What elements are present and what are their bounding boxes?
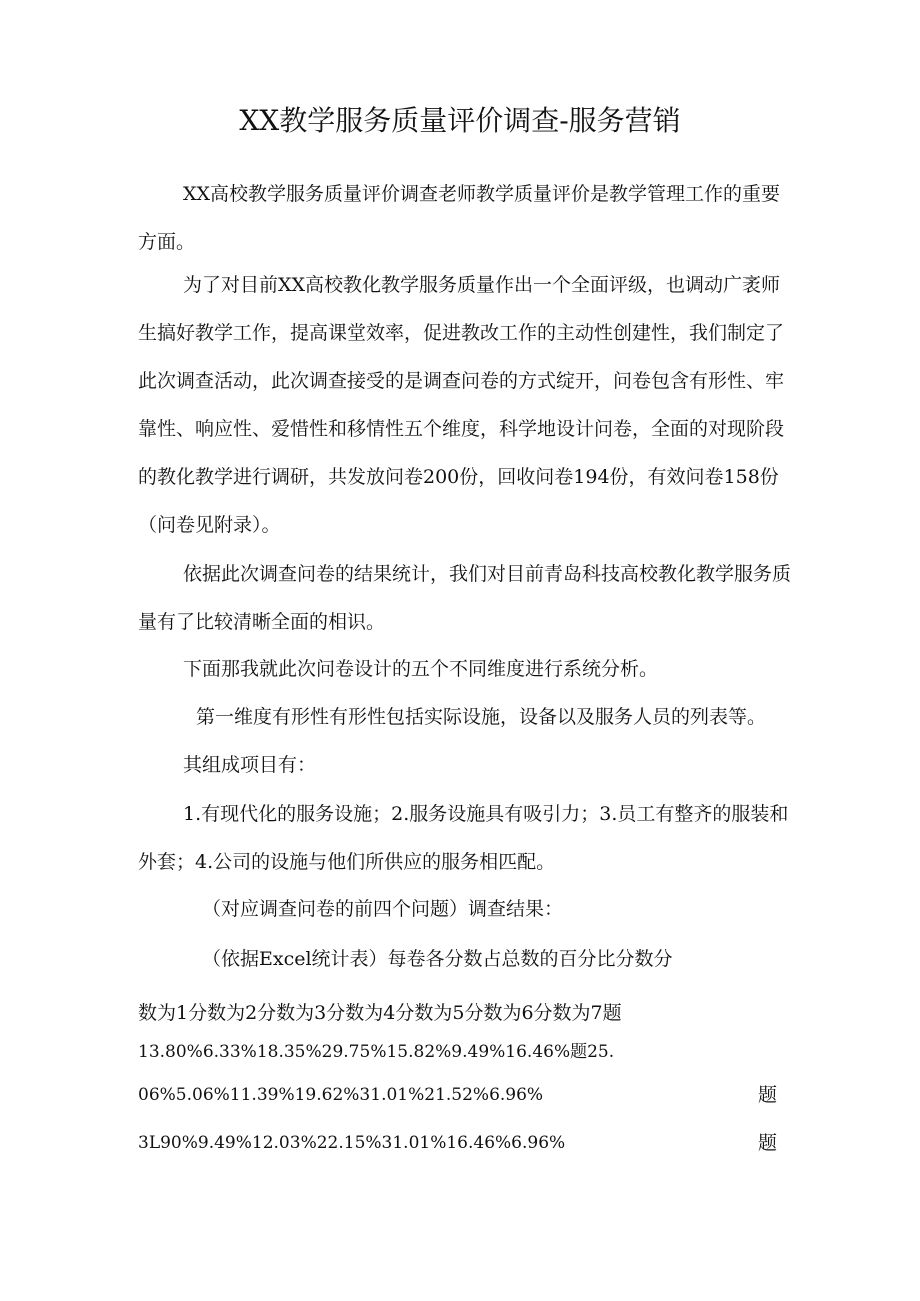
paragraph-results-summary: 依据此次调查问卷的结果统计，我们对目前青岛科技高校教化教学服务质量有了比较清晰全面的相识。 bbox=[138, 563, 792, 633]
paragraph-survey-purpose: 为了对目前XX高校教化教学服务质量作出一个全面评级，也调动广袤师生搞好教学工作，提高课堂效率，促进教改工作的主动性创建性，我们制定了此次调查活动，此次调查接受的是调查问卷的方式绽开，问卷包含有形性、牢靠性、响应性、爱惜性和移情性五个维度，科学地设计问卷，全面的对现阶段的教化教学进行调研，共发放问卷200份，回收问卷194份，有效问卷158份（问卷见附录）。 bbox=[138, 274, 785, 536]
data-line-row-3-mark: 题 bbox=[758, 1132, 778, 1154]
paragraph-statistics-note: （依据Excel统计表）每卷各分数占总数的百分比分数分 bbox=[202, 948, 673, 970]
data-line-row-2-mark: 题 bbox=[758, 1084, 778, 1106]
paragraph-intro: XX高校教学服务质量评价调查老师教学质量评价是教学管理工作的重要方面。 bbox=[138, 183, 781, 253]
document-title: XX教学服务质量评价调查-服务营销 bbox=[239, 104, 681, 137]
data-line-row-1: 13.80%6.33%18.35%29.75%15.82%9.49%16.46%题25. bbox=[138, 1042, 615, 1062]
data-line-row-2: 06%5.06%11.39%19.62%31.01%21.52%6.96% bbox=[138, 1085, 544, 1105]
data-line-row-3: 3L90%9.49%12.03%22.15%31.01%16.46%6.96% bbox=[138, 1133, 566, 1153]
paragraph-survey-results: （对应调查问卷的前四个问题）调查结果： bbox=[202, 898, 564, 920]
paragraph-items-heading: 其组成项目有： bbox=[183, 754, 317, 776]
paragraph-analysis-intro: 下面那我就此次问卷设计的五个不同维度进行系统分析。 bbox=[183, 658, 659, 680]
paragraph-dimension-one: 第一维度有形性有形性包括实际设施，设备以及服务人员的列表等。 bbox=[196, 706, 767, 728]
data-line-header: 数为1分数为2分数为3分数为4分数为5分数为6分数为7题 bbox=[138, 1002, 622, 1024]
paragraph-item-list: 1.有现代化的服务设施；2.服务设施具有吸引力；3.员工有整齐的服装和外套；4.公司的设施与他们所供应的服务相匹配。 bbox=[138, 803, 789, 873]
